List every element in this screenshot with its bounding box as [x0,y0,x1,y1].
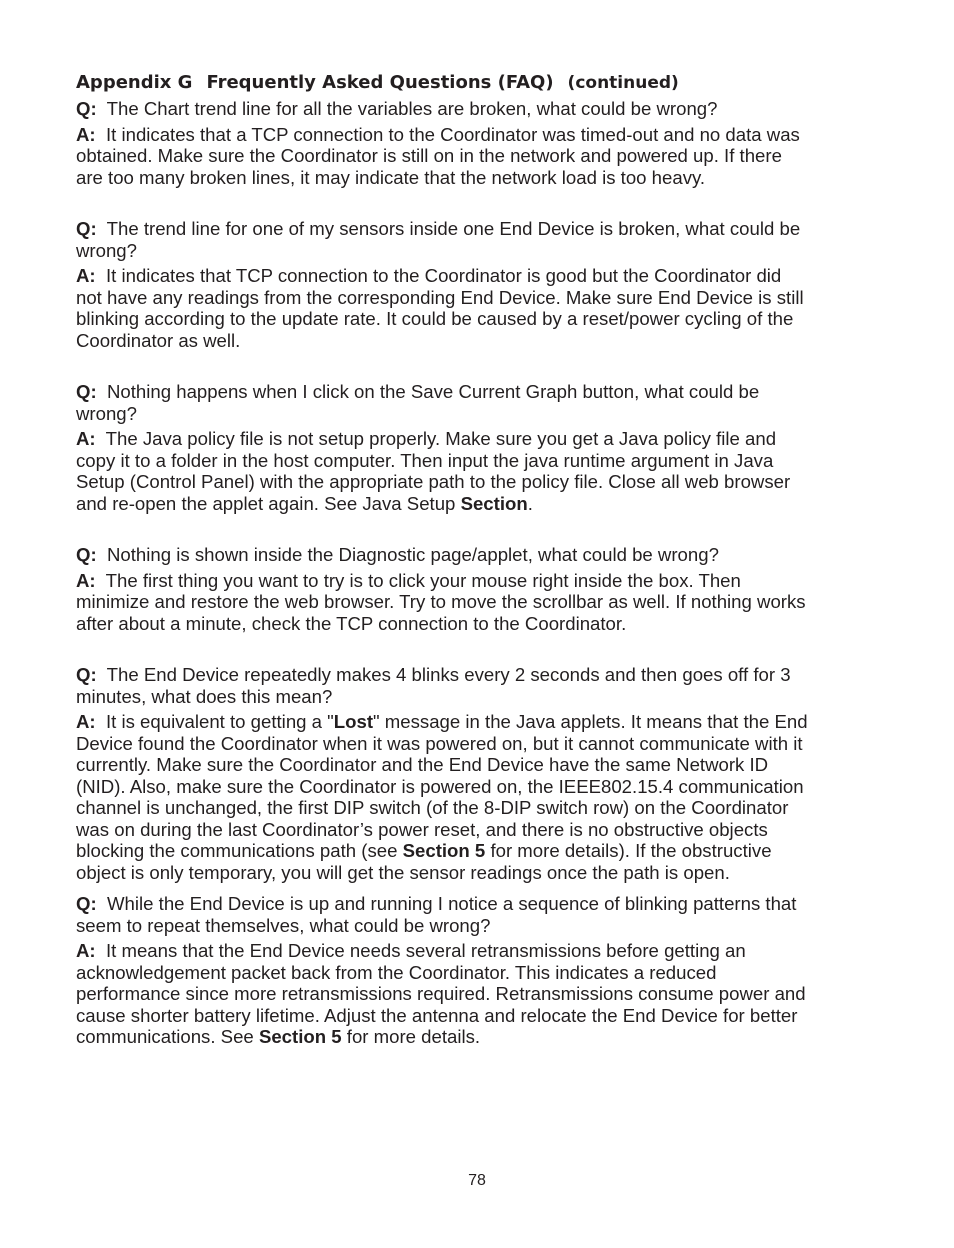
faq-item [76,893,886,1048]
a-label: A: [76,711,96,732]
answer-line: (NID). Also, make sure the Coordinator is powered on, the IEEE802.15.4 communication [76,775,804,797]
a-label: A: [76,940,96,961]
question-line: minutes, what does this mean? [76,685,333,707]
faq-answer [76,265,886,351]
a-label: A: [76,123,96,145]
answer-line: object is only temporary, you will get the sensor readings once the path is open. [76,861,730,883]
question-line: wrong? [76,239,137,261]
faq-question [76,381,886,424]
page-heading [76,70,886,96]
question-line: wrong? [76,402,137,424]
answer-line: and re-open the applet again. See Java Setup [76,492,461,514]
answer-line: Setup (Control Panel) with the appropriate path to the policy file. Close all web browser [76,471,791,492]
answer-line: It indicates that a TCP connection to the Coordinator was timed-out and no data was [105,123,800,145]
faq-item [76,98,886,188]
answer-line: obtained. Make sure the Coordinator is still on in the network and powered up. If there [76,145,782,166]
answer-line: are too many broken lines, it may indicate that the network load is too heavy. [76,166,706,188]
question-line: While the End Device is up and running I notice a sequence of blinking patterns that [107,893,797,914]
answer-tail: . [527,492,533,514]
faq-item [76,381,886,514]
q-label: Q: [76,664,97,685]
answer-line: was on during the last Coordinator’s power reset, and there is no obstructive objects [76,818,768,840]
q-label: Q: [76,218,97,239]
answer-tail: for more details. [341,1026,481,1047]
answer-line: blocking the communications path (see [76,840,403,861]
question-line: seem to repeat themselves, what could be wrong? [76,914,491,936]
faq-item [76,664,886,883]
lost-keyword: Lost [333,711,374,732]
answer-line: communications. See [76,1026,259,1047]
section-reference: Section [460,492,528,514]
answer-line: for more details). If the obstructive [485,840,772,861]
faq-question [76,98,886,120]
answer-line: copy it to a folder in the host computer. Then input the java runtime argument in Java [76,449,774,471]
answer-line: The Java policy file is not setup properly. Make sure you get a Java policy file and [105,428,777,449]
answer-line: It is equivalent to getting a " [105,711,334,732]
appendix-label: Appendix G [76,72,193,93]
answer-line: cause shorter battery lifetime. Adjust the antenna and relocate the End Device for better [76,1004,798,1026]
answer-line: Coordinator as well. [76,329,241,351]
answer-line: not have any readings from the corresponding End Device. Make sure End Device is still [76,286,804,308]
section-reference: Section 5 [402,840,486,861]
heading-title: Frequently Asked Questions (FAQ) [206,72,554,93]
q-label: Q: [76,381,97,402]
question-line: The trend line for one of my sensors inside one End Device is broken, what could be [106,218,801,239]
answer-line: Device found the Coordinator when it was powered on, but it cannot communicate with it [76,732,803,754]
faq-item [76,218,886,351]
answer-line: The first thing you want to try is to click your mouse right inside the box. Then [105,569,741,591]
faq-answer [76,428,886,514]
a-label: A: [76,428,96,449]
section-reference: Section 5 [258,1026,342,1047]
faq-answer [76,940,886,1048]
question-line: The Chart trend line for all the variables are broken, what could be wrong? [106,98,718,119]
faq-question [76,893,886,936]
q-label: Q: [76,544,97,565]
answer-line: channel is unchanged, the first DIP switch (of the 8-DIP switch row) on the Coordinator [76,797,789,818]
a-label: A: [76,569,96,591]
answer-line: minimize and restore the web browser. Try to move the scrollbar as well. If nothing works [76,591,806,612]
faq-question [76,544,886,566]
faq-answer [76,124,886,189]
answer-line: currently. Make sure the Coordinator and the End Device have the same Network ID [76,754,769,775]
answer-line: acknowledgement packet back from the Coordinator. This indicates a reduced [76,961,717,983]
faq-question [76,218,886,261]
page-content [76,70,886,1048]
answer-line: It indicates that TCP connection to the Coordinator is good but the Coordinator did [105,265,782,286]
answer-line: " message in the Java applets. It means that the End [373,711,808,732]
page-number: 78 [468,1172,486,1189]
answer-line: performance since more retransmissions required. Retransmissions consume power and [76,983,806,1004]
question-line: The End Device repeatedly makes 4 blinks every 2 seconds and then goes off for 3 [106,664,791,685]
faq-question [76,664,886,707]
q-label: Q: [76,98,97,119]
faq-item [76,544,886,634]
question-line: Nothing is shown inside the Diagnostic page/applet, what could be wrong? [107,544,719,565]
faq-list [76,98,886,1048]
faq-answer [76,570,886,635]
answer-line: It means that the End Device needs several retransmissions before getting an [105,940,746,961]
answer-line: after about a minute, check the TCP connection to the Coordinator. [76,612,627,634]
heading-continued: (continued) [567,73,679,93]
faq-answer [76,711,886,883]
a-label: A: [76,265,96,286]
q-label: Q: [76,893,97,914]
question-line: Nothing happens when I click on the Save Current Graph button, what could be [107,381,760,402]
answer-line: blinking according to the update rate. It could be caused by a reset/power cycling of the [76,308,794,329]
